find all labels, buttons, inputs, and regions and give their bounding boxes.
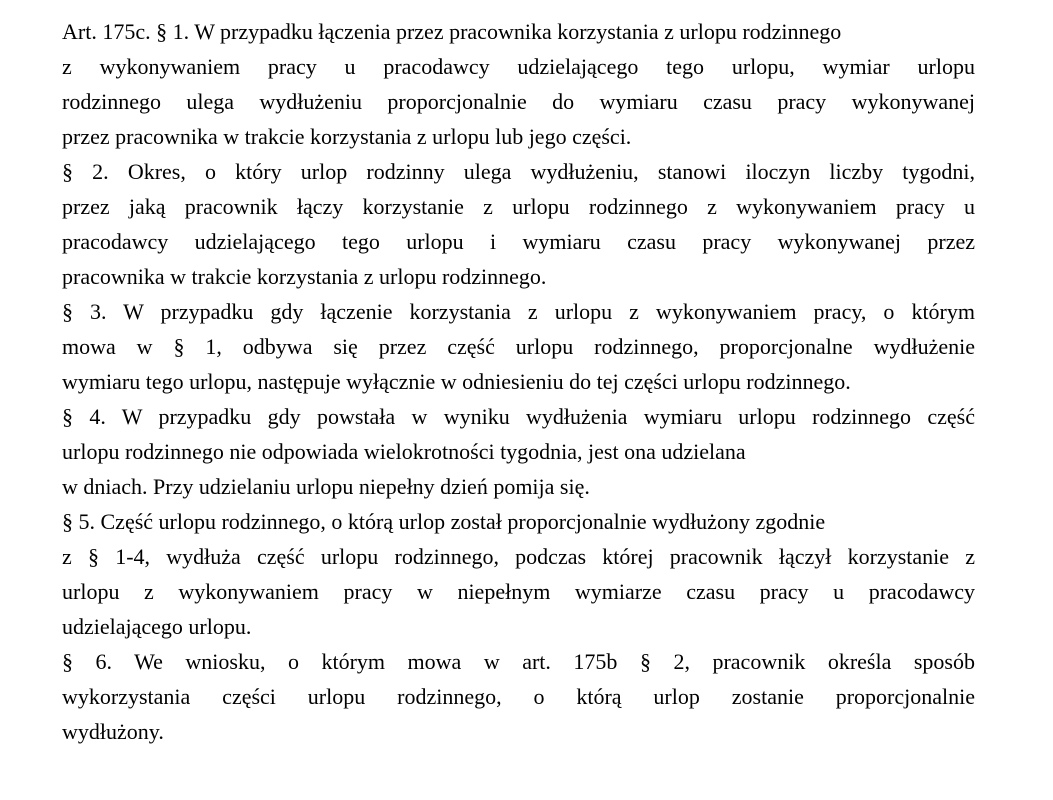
- text-line: pracownika w trakcie korzystania z urlopu rodzinnego.: [62, 264, 547, 289]
- text-line: urlopu z wykonywaniem pracy w niepełnym wymiarze czasu pracy u pracodawcy: [62, 579, 975, 604]
- paragraph-par-6: [62, 644, 975, 749]
- text-line: wydłużony.: [62, 719, 164, 744]
- paragraph-par-2: [62, 154, 975, 294]
- text-line: urlopu rodzinnego nie odpowiada wielokrotności tygodnia, jest ona udzielana: [62, 439, 746, 464]
- text-line: w dniach. Przy udzielaniu urlopu niepełny dzień pomija się.: [62, 474, 590, 499]
- text-line: Art. 175c. § 1. W przypadku łączenia przez pracownika korzystania z urlopu rodzinnego: [62, 19, 842, 44]
- text-line: przez jaką pracownik łączy korzystanie z urlopu rodzinnego z wykonywaniem pracy u: [62, 194, 975, 219]
- text-line: przez pracownika w trakcie korzystania z urlopu lub jego części.: [62, 124, 632, 149]
- text-line: § 2. Okres, o który urlop rodzinny ulega wydłużeniu, stanowi iloczyn liczby tygodni,: [62, 159, 975, 184]
- text-line: § 4. W przypadku gdy powstała w wyniku wydłużenia wymiaru urlopu rodzinnego część: [62, 404, 975, 429]
- legal-text: [62, 14, 975, 749]
- paragraph-par-1: [62, 14, 975, 154]
- text-line: wymiaru tego urlopu, następuje wyłącznie w odniesieniu do tej części urlopu rodzinnego.: [62, 369, 851, 394]
- text-line: z § 1-4, wydłuża część urlopu rodzinnego, podczas której pracownik łączył korzystanie z: [62, 544, 975, 569]
- paragraph-par-3: [62, 294, 975, 399]
- text-line: wykorzystania części urlopu rodzinnego, o którą urlop zostanie proporcjonalnie: [62, 684, 975, 709]
- text-line: § 6. We wniosku, o którym mowa w art. 175b § 2, pracownik określa sposób: [62, 649, 975, 674]
- text-line: udzielającego urlopu.: [62, 614, 252, 639]
- text-line: § 3. W przypadku gdy łączenie korzystania z urlopu z wykonywaniem pracy, o którym: [62, 299, 975, 324]
- paragraph-par-4: [62, 399, 975, 504]
- text-line: mowa w § 1, odbywa się przez część urlopu rodzinnego, proporcjonalne wydłużenie: [62, 334, 975, 359]
- text-line: rodzinnego ulega wydłużeniu proporcjonalnie do wymiaru czasu pracy wykonywanej: [62, 89, 975, 114]
- text-line: z wykonywaniem pracy u pracodawcy udzielającego tego urlopu, wymiar urlopu: [62, 54, 975, 79]
- text-line: § 5. Część urlopu rodzinnego, o którą urlop został proporcjonalnie wydłużony zgodnie: [62, 509, 826, 534]
- text-line: pracodawcy udzielającego tego urlopu i wymiaru czasu pracy wykonywanej przez: [62, 229, 975, 254]
- paragraph-par-5: [62, 504, 975, 644]
